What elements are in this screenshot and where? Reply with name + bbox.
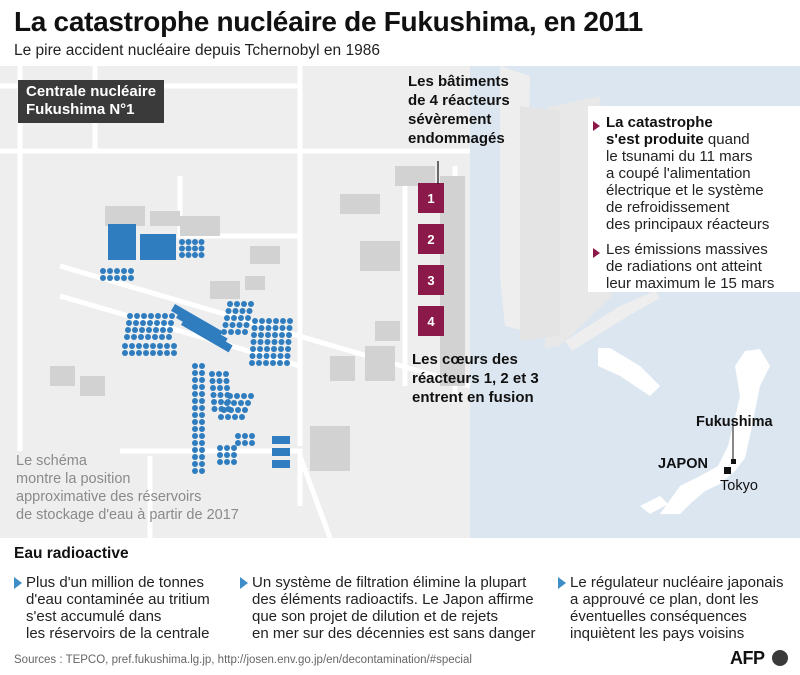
water-tank xyxy=(153,327,159,333)
water-tank xyxy=(160,327,166,333)
water-tank xyxy=(164,343,170,349)
water-tank xyxy=(265,339,271,345)
water-tank xyxy=(161,320,167,326)
water-tank xyxy=(199,405,205,411)
water-tank xyxy=(192,246,198,252)
water-tank xyxy=(218,414,224,420)
buildings-line: endommagés xyxy=(408,130,505,147)
water-tank xyxy=(251,339,257,345)
info-text: a coupé l'alimentation xyxy=(606,165,751,182)
cores-line: entrent en fusion xyxy=(412,389,534,406)
water-tank xyxy=(114,268,120,274)
eau-col-1 xyxy=(26,574,210,642)
water-tank xyxy=(186,239,192,245)
water-tank xyxy=(146,327,152,333)
water-tank xyxy=(257,353,263,359)
info-text: de refroidissement xyxy=(606,199,730,216)
plant-label-line1: Centrale nucléaire xyxy=(26,83,157,100)
water-tank xyxy=(258,339,264,345)
tokyo-label: Tokyo xyxy=(720,478,758,494)
bullet-icon xyxy=(558,577,566,589)
water-tank xyxy=(114,275,120,281)
water-tank xyxy=(235,440,241,446)
cores-line: réacteurs 1, 2 et 3 xyxy=(412,370,539,387)
water-tank xyxy=(211,392,217,398)
water-tank xyxy=(278,346,284,352)
water-tank xyxy=(192,384,198,390)
water-tank xyxy=(224,400,230,406)
water-tank xyxy=(231,400,237,406)
water-tank xyxy=(128,275,134,281)
water-tank xyxy=(133,320,139,326)
water-tank xyxy=(217,445,223,451)
water-tank xyxy=(252,318,258,324)
water-tank xyxy=(287,325,293,331)
water-tank xyxy=(263,360,269,366)
water-tank xyxy=(285,353,291,359)
water-tank xyxy=(179,239,185,245)
water-tank xyxy=(235,407,241,413)
water-tank xyxy=(199,433,205,439)
info-text: de radiations ont atteint xyxy=(606,258,762,275)
water-tank xyxy=(228,407,234,413)
water-tank xyxy=(128,268,134,274)
water-tank xyxy=(223,371,229,377)
water-tank xyxy=(179,252,185,258)
water-tank xyxy=(150,343,156,349)
water-tank xyxy=(122,343,128,349)
water-tank xyxy=(237,322,243,328)
col-line: éventuelles conséquences xyxy=(570,608,747,625)
water-tank xyxy=(157,350,163,356)
water-tank xyxy=(125,327,131,333)
water-tank xyxy=(199,252,205,258)
water-tank xyxy=(251,332,257,338)
water-tank xyxy=(192,370,198,376)
cores-line: Les cœurs des xyxy=(412,351,518,368)
water-tank xyxy=(199,412,205,418)
water-tank xyxy=(168,320,174,326)
water-tank xyxy=(140,320,146,326)
water-tank xyxy=(199,370,205,376)
water-tank xyxy=(209,371,215,377)
plant-label-line2: Fukushima N°1 xyxy=(26,101,135,118)
water-tank xyxy=(239,414,245,420)
water-tank xyxy=(235,329,241,335)
water-tank xyxy=(199,363,205,369)
water-tank xyxy=(249,360,255,366)
water-tank xyxy=(224,445,230,451)
water-tank xyxy=(199,391,205,397)
info-text: des principaux réacteurs xyxy=(606,216,770,233)
schema-note xyxy=(16,452,266,524)
water-tank xyxy=(249,433,255,439)
water-tank xyxy=(107,268,113,274)
info-text: électrique et le système xyxy=(606,182,764,199)
info-text: le tsunami du 11 mars xyxy=(606,148,753,165)
col-line: en mer sur des décennies est sans danger xyxy=(252,625,536,642)
info-text: Les émissions massives xyxy=(606,241,768,258)
water-tank xyxy=(192,419,198,425)
water-tank xyxy=(157,343,163,349)
water-tank xyxy=(192,440,198,446)
water-tank xyxy=(264,353,270,359)
page-subtitle: Le pire accident nucléaire depuis Tchernobyl en 1986 xyxy=(14,42,380,59)
water-tank xyxy=(126,320,132,326)
water-tank xyxy=(224,315,230,321)
water-tank xyxy=(234,393,240,399)
water-tank xyxy=(232,414,238,420)
water-tank xyxy=(225,414,231,420)
water-tank xyxy=(166,334,172,340)
col-line: que son projet de dilution et de rejets xyxy=(252,608,498,625)
water-tank xyxy=(192,363,198,369)
water-tank xyxy=(221,407,227,413)
water-tank xyxy=(192,252,198,258)
water-tank xyxy=(279,332,285,338)
water-tank xyxy=(287,318,293,324)
bullet-icon xyxy=(593,121,600,131)
water-tank xyxy=(221,329,227,335)
water-tank xyxy=(129,350,135,356)
info-bold: s'est produite xyxy=(606,131,704,148)
water-tank xyxy=(147,320,153,326)
info-text: quand xyxy=(703,131,750,148)
water-tank xyxy=(143,350,149,356)
note-line: de stockage d'eau à partir de 2017 xyxy=(16,507,239,523)
water-tank xyxy=(192,239,198,245)
buildings-line: sévèrement xyxy=(408,111,492,128)
water-tank xyxy=(100,268,106,274)
section-title: Eau radioactive xyxy=(14,545,129,562)
col-line: a approuvé ce plan, dont les xyxy=(570,591,759,608)
water-tank xyxy=(252,325,258,331)
water-tank xyxy=(138,334,144,340)
cores-annotation xyxy=(412,350,539,407)
water-tank xyxy=(164,350,170,356)
eau-col-2 xyxy=(252,574,536,642)
tokyo-marker xyxy=(724,467,731,474)
japon-label: JAPON xyxy=(658,456,708,472)
water-tank xyxy=(212,406,218,412)
water-tank xyxy=(280,318,286,324)
water-tank xyxy=(171,350,177,356)
col-line: des éléments radioactifs. Le Japon affirme xyxy=(252,591,534,608)
water-tank xyxy=(218,392,224,398)
water-tank xyxy=(192,398,198,404)
water-tank xyxy=(247,308,253,314)
note-line: montre la position xyxy=(16,471,131,487)
water-tank xyxy=(129,343,135,349)
water-tank xyxy=(234,301,240,307)
water-tank xyxy=(145,334,151,340)
water-tank xyxy=(154,320,160,326)
water-tank xyxy=(233,308,239,314)
water-tank xyxy=(272,339,278,345)
water-tank xyxy=(285,346,291,352)
water-tank xyxy=(152,334,158,340)
water-tank xyxy=(278,353,284,359)
water-tank xyxy=(216,371,222,377)
water-tank xyxy=(230,322,236,328)
water-tank xyxy=(226,308,232,314)
water-tank xyxy=(224,378,230,384)
info-item-1 xyxy=(606,114,769,233)
afp-logo: AFP xyxy=(730,648,765,668)
water-tank xyxy=(242,433,248,439)
water-tank xyxy=(192,405,198,411)
water-tank xyxy=(228,329,234,335)
water-tank xyxy=(121,275,127,281)
page-title: La catastrophe nucléaire de Fukushima, en 2011 xyxy=(14,6,643,37)
water-tank xyxy=(227,301,233,307)
water-tank xyxy=(199,440,205,446)
water-tank xyxy=(286,332,292,338)
col-line: inquiètent les pays voisins xyxy=(570,625,745,642)
water-tank xyxy=(277,360,283,366)
water-tank xyxy=(238,315,244,321)
water-tank xyxy=(271,346,277,352)
water-tank xyxy=(241,393,247,399)
water-tank xyxy=(136,350,142,356)
water-tank xyxy=(139,327,145,333)
col-line: Un système de filtration élimine la plupart xyxy=(252,574,527,591)
water-tank xyxy=(259,325,265,331)
note-line: Le schéma xyxy=(16,453,87,469)
water-tank xyxy=(124,334,130,340)
water-tank xyxy=(245,400,251,406)
water-tank xyxy=(273,318,279,324)
water-tank xyxy=(240,308,246,314)
water-tank xyxy=(171,343,177,349)
water-tank xyxy=(279,339,285,345)
water-tank xyxy=(227,393,233,399)
water-tank xyxy=(132,327,138,333)
water-tank xyxy=(155,313,161,319)
water-tank xyxy=(199,384,205,390)
water-tank xyxy=(242,440,248,446)
col-line: Plus d'un million de tonnes xyxy=(26,574,204,591)
water-tank xyxy=(224,385,230,391)
bullet-icon xyxy=(593,248,600,258)
bullet-icon xyxy=(14,577,22,589)
water-tank xyxy=(192,426,198,432)
water-tank xyxy=(136,343,142,349)
water-tank xyxy=(141,313,147,319)
water-tank xyxy=(199,426,205,432)
reactor-label: 3 xyxy=(427,273,435,288)
water-tank xyxy=(238,400,244,406)
col-line: Le régulateur nucléaire japonais xyxy=(570,574,784,591)
water-tank xyxy=(192,391,198,397)
water-tank xyxy=(248,301,254,307)
water-tank xyxy=(271,353,277,359)
water-tank xyxy=(122,350,128,356)
water-tank xyxy=(121,268,127,274)
water-tank xyxy=(162,313,168,319)
water-tank xyxy=(272,332,278,338)
water-tank xyxy=(235,433,241,439)
water-tank xyxy=(100,275,106,281)
water-tank xyxy=(199,419,205,425)
water-tank xyxy=(245,315,251,321)
col-line: d'eau contaminée au tritium xyxy=(26,591,210,608)
reactor-label: 1 xyxy=(427,191,435,206)
fukushima-label: Fukushima xyxy=(696,414,773,430)
water-tank xyxy=(286,339,292,345)
water-tank xyxy=(257,346,263,352)
water-tank xyxy=(270,360,276,366)
water-tank xyxy=(250,353,256,359)
info-bold: La catastrophe xyxy=(606,114,713,131)
water-tank xyxy=(258,332,264,338)
water-tank xyxy=(210,385,216,391)
col-line: s'est accumulé dans xyxy=(26,608,162,625)
water-tank xyxy=(107,275,113,281)
water-tank xyxy=(256,360,262,366)
water-tank xyxy=(134,313,140,319)
water-tank xyxy=(169,313,175,319)
water-tank xyxy=(248,393,254,399)
afp-logo-dot xyxy=(772,650,788,666)
water-tank xyxy=(179,246,185,252)
water-tank xyxy=(192,377,198,383)
water-tank xyxy=(223,322,229,328)
water-tank xyxy=(143,343,149,349)
col-line: les réservoirs de la centrale xyxy=(26,625,210,642)
reactor-label: 4 xyxy=(427,314,435,329)
info-text: leur maximum le 15 mars xyxy=(606,275,775,292)
buildings-line: Les bâtiments xyxy=(408,73,509,90)
water-tank xyxy=(259,318,265,324)
water-tank xyxy=(242,407,248,413)
water-tank xyxy=(231,315,237,321)
water-tank xyxy=(167,327,173,333)
water-tank xyxy=(159,334,165,340)
water-tank xyxy=(192,412,198,418)
water-tank xyxy=(217,385,223,391)
buildings-line: de 4 réacteurs xyxy=(408,92,510,109)
water-tank xyxy=(218,399,224,405)
water-tank xyxy=(150,350,156,356)
water-tank xyxy=(211,399,217,405)
water-tank xyxy=(244,322,250,328)
plant-label xyxy=(18,80,164,123)
water-tank xyxy=(266,325,272,331)
water-tank xyxy=(199,377,205,383)
water-tank xyxy=(186,246,192,252)
water-tank xyxy=(127,313,133,319)
water-tank xyxy=(241,301,247,307)
bullet-icon xyxy=(240,577,248,589)
reactor-label: 2 xyxy=(427,232,435,247)
water-tank xyxy=(264,346,270,352)
water-tank xyxy=(186,252,192,258)
water-tank xyxy=(217,378,223,384)
water-tank xyxy=(242,329,248,335)
water-tank xyxy=(199,246,205,252)
water-tank xyxy=(131,334,137,340)
water-tank xyxy=(280,325,286,331)
note-line: approximative des réservoirs xyxy=(16,489,202,505)
water-tank xyxy=(210,378,216,384)
water-tank xyxy=(250,346,256,352)
water-tank xyxy=(199,398,205,404)
water-tank xyxy=(192,433,198,439)
water-tank xyxy=(284,360,290,366)
water-tank xyxy=(265,332,271,338)
water-tank xyxy=(249,440,255,446)
water-tank xyxy=(148,313,154,319)
buildings-annotation xyxy=(408,72,510,148)
sources-text: Sources : TEPCO, pref.fukushima.lg.jp, http://josen.env.go.jp/en/decontamination/#special xyxy=(14,654,472,666)
water-tank xyxy=(273,325,279,331)
water-tank xyxy=(231,445,237,451)
eau-col-3 xyxy=(570,574,783,642)
info-item-2 xyxy=(606,241,774,292)
water-tank xyxy=(199,239,205,245)
water-tank xyxy=(266,318,272,324)
